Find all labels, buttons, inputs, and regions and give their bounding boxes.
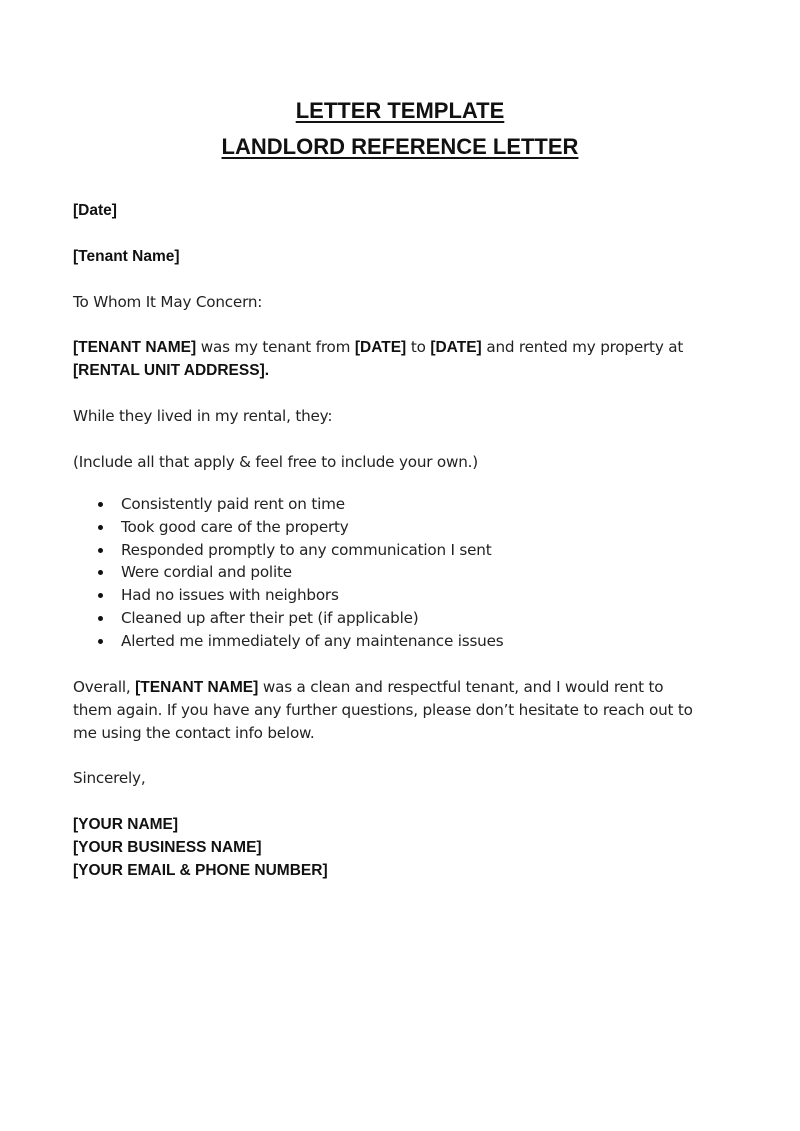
closing-text: was a clean and respectful tenant, and I would rent to: [258, 678, 664, 696]
bullet-icon: [98, 616, 103, 621]
document-subtitle: LANDLORD REFERENCE LETTER: [221, 134, 579, 159]
intro-text: and rented my property at: [481, 338, 684, 356]
intro-text: to: [406, 338, 431, 356]
date-to-field: [DATE]: [430, 339, 482, 356]
closing-paragraph-line-3: me using the contact info below.: [73, 724, 315, 742]
closing-paragraph-line-1: [73, 676, 663, 699]
lived-line: While they lived in my rental, they:: [73, 407, 333, 425]
tenant-name-placeholder: [Tenant Name]: [73, 248, 180, 265]
date-from-field: [DATE]: [354, 339, 407, 356]
rental-address-field: [RENTAL UNIT ADDRESS].: [73, 362, 270, 379]
document-title: LETTER TEMPLATE: [295, 98, 505, 123]
bullet-icon: [98, 593, 103, 598]
bullet-icon: [98, 525, 103, 530]
date-placeholder: [Date]: [73, 202, 117, 219]
tenant-name-field: [TENANT NAME]: [135, 679, 259, 696]
signature-business: [YOUR BUSINESS NAME]: [73, 839, 262, 856]
signature-name: [YOUR NAME]: [73, 816, 179, 833]
instruction-note: (Include all that apply & feel free to include your own.): [73, 453, 479, 471]
tenant-name-field: [TENANT NAME]: [73, 339, 197, 356]
bullet-icon: [98, 570, 103, 575]
signature-contact: [YOUR EMAIL & PHONE NUMBER]: [73, 862, 328, 879]
signoff: Sincerely,: [73, 769, 146, 787]
closing-text: Overall,: [73, 678, 136, 696]
salutation: To Whom It May Concern:: [73, 293, 263, 311]
bullet-icon: [98, 502, 103, 507]
intro-paragraph-line-1: [73, 336, 683, 359]
intro-text: was my tenant from: [196, 338, 355, 356]
closing-paragraph-line-2: them again. If you have any further questions, please don’t hesitate to reach out to: [73, 701, 693, 719]
bullet-icon: [98, 548, 103, 553]
bullet-icon: [98, 639, 103, 644]
document-page: LETTER TEMPLATE LANDLORD REFERENCE LETTER [Date] [Tenant Name] To Whom It May Concern: [TENANT NAME] was my tenant from [DATE] to [DATE] and rented my property at [RENTAL UNIT ADDRESS]. While they lived in my rental, they: (Include all that apply & feel free to include your own.) Consistently paid rent on time Took good care of the property Responded promptly to any communication I sent Were cordial and polite Had no issues with neighbors Cleaned up after their pet (if applicable) Alerted me immediately of any maintenance issues Overall, [TENANT NAME] was a clean and respectful tenant, and I would rent to them again. If you have any further questions, please don’t hesitate to reach out to me using the contact info below. Sincerely, [YOUR NAME] [YOUR BUSINESS NAME] [YOUR EMAIL & PHONE NUMBER]: [0, 0, 800, 1131]
